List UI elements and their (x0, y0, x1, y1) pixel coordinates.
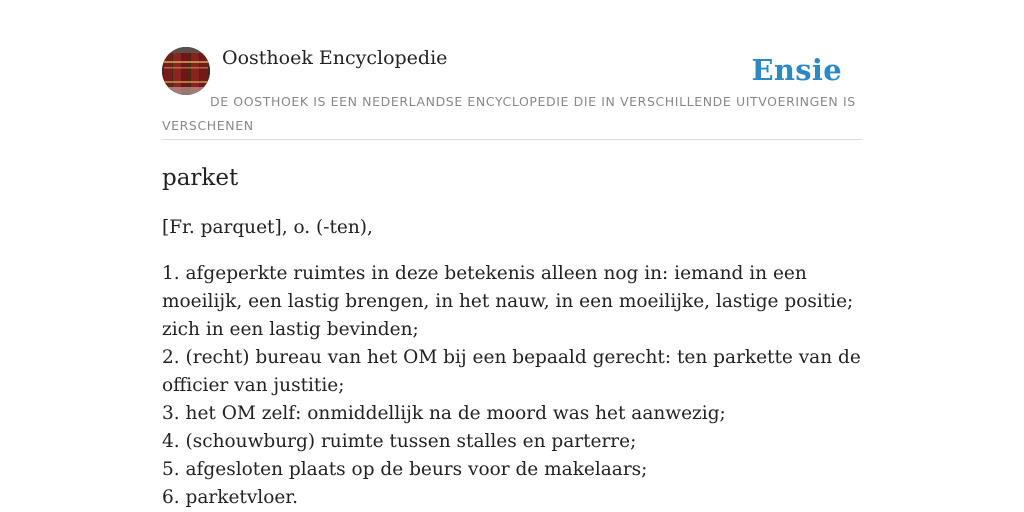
definition-item: 3. het OM zelf: onmiddellijk na de moord was het aanwezig; (162, 403, 726, 424)
source-name[interactable]: Oosthoek Encyclopedie (222, 47, 448, 69)
definition-list (162, 260, 872, 512)
definition-item: 1. afgeperkte ruimtes in deze betekenis alleen nog in: iemand in een moeilijk, een lastig brengen, in het nauw, in een moeilijke, lastige positie; zich in een lastig bevinden; (162, 263, 854, 340)
source-header (162, 46, 862, 140)
definition-item: 4. (schouwburg) ruimte tussen stalles en parterre; (162, 431, 637, 452)
definition-item: 5. afgesloten plaats op de beurs voor de makelaars; (162, 459, 648, 480)
definition-item: 6. parketvloer. (162, 487, 298, 508)
brand-logo[interactable]: Ensie (751, 53, 842, 87)
entry-title: parket (162, 165, 239, 191)
book-spines-icon (162, 47, 210, 95)
source-avatar[interactable] (162, 47, 210, 95)
entry-etymology: [Fr. parquet], o. (-ten), (162, 217, 373, 238)
entry-content (162, 162, 872, 512)
definition-item: 2. (recht) bureau van het OM bij een bepaald gerecht: ten parkette van de officier van justitie; (162, 347, 861, 396)
source-description: DE OOSTHOEK IS EEN NEDERLANDSE ENCYCLOPEDIE DIE IN VERSCHILLENDE UITVOERINGEN IS VERSCHENEN (162, 94, 856, 133)
